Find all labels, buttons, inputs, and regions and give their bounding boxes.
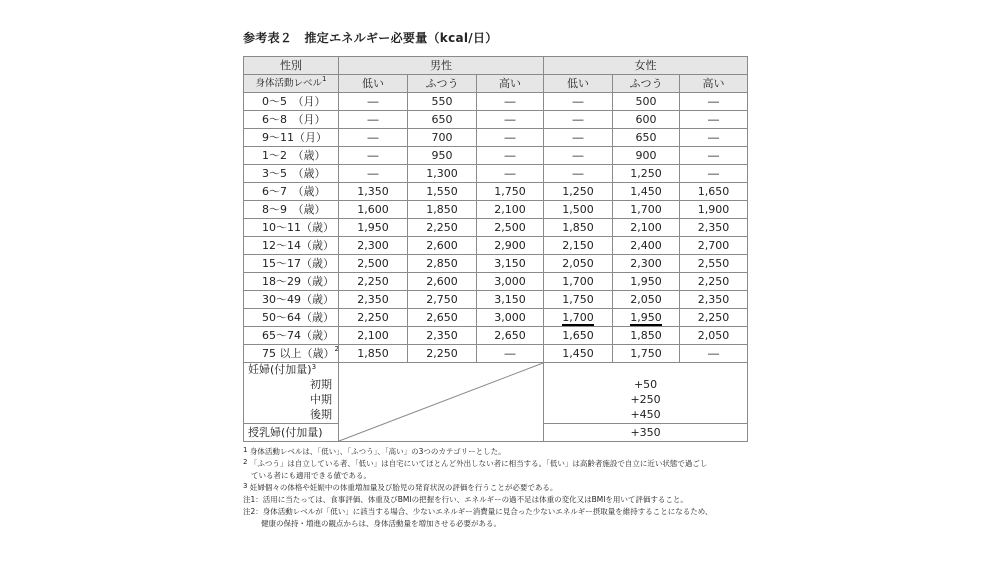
female-value-cell: 2,250	[680, 309, 748, 327]
male-value-cell: 2,500	[477, 219, 544, 237]
female-value-cell: 900	[613, 147, 680, 165]
caution-2-cont: 健康の保持・増進の観点からは、身体活動量を増加させる必要がある。	[261, 519, 501, 528]
age-group-label: 30～49（歳）	[244, 291, 339, 309]
table-row	[244, 129, 748, 147]
female-value-cell: 2,300	[613, 255, 680, 273]
male-value-cell: 650	[408, 111, 477, 129]
male-value-cell: ―	[339, 147, 408, 165]
male-value-cell: 2,600	[408, 237, 477, 255]
pregnant-label-cell: 妊婦(付加量)$^3$ 初期 中期 後期	[244, 363, 339, 424]
female-value-cell: 2,400	[613, 237, 680, 255]
male-value-cell: 2,650	[408, 309, 477, 327]
male-high-header: 高い	[477, 75, 544, 93]
female-value-cell: 1,900	[680, 201, 748, 219]
pregnant-early-value: +50	[633, 378, 658, 391]
pregnant-row	[244, 363, 748, 424]
female-value-cell: ―	[680, 345, 748, 363]
pregnant-label: 妊婦(付加量)	[248, 363, 312, 376]
table-row	[244, 345, 748, 363]
age-rows	[244, 93, 748, 363]
female-value-cell: 1,850	[613, 327, 680, 345]
male-value-cell: 3,000	[477, 309, 544, 327]
female-value-cell: 2,050	[680, 327, 748, 345]
diagonal-line	[339, 363, 543, 441]
pregnant-late-value: +450	[630, 408, 661, 421]
female-value-cell: 1,700	[544, 309, 613, 327]
male-value-cell: 2,650	[477, 327, 544, 345]
age-group-label: 6～8 （月）	[244, 111, 339, 129]
age-group-label: 15～17（歳）	[244, 255, 339, 273]
table-row	[244, 255, 748, 273]
male-value-cell: 1,950	[339, 219, 408, 237]
male-value-cell: 1,600	[339, 201, 408, 219]
female-value-cell: 2,050	[544, 255, 613, 273]
male-value-cell: 2,250	[339, 273, 408, 291]
female-low-header: 低い	[544, 75, 613, 93]
female-value-cell: 1,250	[544, 183, 613, 201]
header-row-sex	[244, 57, 748, 75]
table-row	[244, 237, 748, 255]
female-header: 女性	[544, 57, 748, 75]
female-value-cell: 1,650	[680, 183, 748, 201]
male-value-cell: 2,500	[339, 255, 408, 273]
female-value-cell: 2,550	[680, 255, 748, 273]
female-value-cell: ―	[544, 111, 613, 129]
female-value-cell: 1,700	[544, 273, 613, 291]
female-value-cell: 1,250	[613, 165, 680, 183]
table-row	[244, 201, 748, 219]
footnote-1: $^1$ 身体活動レベルは、「低い」、「ふつう」、「高い」の3つのカテゴリーとした。	[243, 446, 506, 456]
table-row	[244, 291, 748, 309]
female-value-cell: ―	[680, 111, 748, 129]
male-value-cell: 1,300	[408, 165, 477, 183]
table-row	[244, 147, 748, 165]
age-group-label: 6～7 （歳）	[244, 183, 339, 201]
male-value-cell: ―	[477, 111, 544, 129]
pregnant-mid-value: +250	[630, 393, 661, 406]
caution-2: 注2：身体活動レベルが「低い」に該当する場合、少ないエネルギー消費量に見合った少ないエネルギー摂取量を維持することになるため、	[243, 507, 713, 516]
female-value-cell: ―	[680, 147, 748, 165]
female-value-cell: 2,050	[613, 291, 680, 309]
energy-requirement-table	[243, 56, 748, 442]
activity-level-header: 身体活動レベル$^1$	[244, 75, 339, 93]
male-value-cell: 700	[408, 129, 477, 147]
female-value-cell: ―	[544, 147, 613, 165]
age-group-label: 12～14（歳）	[244, 237, 339, 255]
male-value-cell: ―	[477, 165, 544, 183]
age-group-label: 9～11（月）	[244, 129, 339, 147]
female-value-cell: 1,950	[613, 273, 680, 291]
footnote-2-cont: ている者にも適用できる値である。	[251, 471, 371, 480]
age-group-label: 1～2 （歳）	[244, 147, 339, 165]
female-value-cell: 1,650	[544, 327, 613, 345]
female-value-cell: 1,850	[544, 219, 613, 237]
female-value-cell: 2,150	[544, 237, 613, 255]
female-value-cell: 600	[613, 111, 680, 129]
female-value-cell: ―	[544, 129, 613, 147]
female-value-cell: ―	[544, 165, 613, 183]
male-value-cell: 2,100	[477, 201, 544, 219]
male-value-cell: ―	[477, 147, 544, 165]
female-value-cell: 1,950	[613, 309, 680, 327]
male-normal-header: ふつう	[408, 75, 477, 93]
age-group-label: 50～64（歳）	[244, 309, 339, 327]
table-row	[244, 273, 748, 291]
female-value-cell: 650	[613, 129, 680, 147]
male-value-cell: 3,150	[477, 291, 544, 309]
table-row	[244, 309, 748, 327]
female-value-cell: ―	[544, 93, 613, 111]
document	[243, 30, 763, 530]
female-value-cell: 2,100	[613, 219, 680, 237]
male-value-cell: 1,350	[339, 183, 408, 201]
male-header: 男性	[339, 57, 544, 75]
female-high-header: 高い	[680, 75, 748, 93]
male-value-cell: 1,850	[408, 201, 477, 219]
table-row	[244, 327, 748, 345]
age-group-label: 0～5 （月）	[244, 93, 339, 111]
female-value-cell: 1,750	[544, 291, 613, 309]
male-value-cell: 2,100	[339, 327, 408, 345]
table-row	[244, 183, 748, 201]
male-value-cell: 1,850	[339, 345, 408, 363]
male-value-cell: ―	[477, 345, 544, 363]
age-group-label: 65～74（歳）	[244, 327, 339, 345]
female-value-cell: 500	[613, 93, 680, 111]
male-value-cell: 1,750	[477, 183, 544, 201]
age-group-label: 10～11（歳）	[244, 219, 339, 237]
female-value-cell: 2,700	[680, 237, 748, 255]
male-low-header: 低い	[339, 75, 408, 93]
female-value-cell: 1,500	[544, 201, 613, 219]
female-normal-header: ふつう	[613, 75, 680, 93]
footnote-2: $^2$ 「ふつう」は自立している者、「低い」は自宅にいてほとんど外出しない者に相当する。「低い」は高齢者施設で自立に近い状態で過ごし	[243, 458, 708, 468]
female-value-cell: ―	[680, 129, 748, 147]
male-value-cell: ―	[477, 93, 544, 111]
table-row	[244, 219, 748, 237]
pregnant-mid-label: 中期	[310, 393, 332, 406]
male-value-cell: 950	[408, 147, 477, 165]
female-value-cell: 2,350	[680, 291, 748, 309]
female-value-cell: 1,450	[613, 183, 680, 201]
sex-header: 性別	[244, 57, 339, 75]
female-value-cell: 2,350	[680, 219, 748, 237]
lactating-value: +350	[544, 424, 748, 442]
header-row-activity	[244, 75, 748, 93]
male-value-cell: ―	[339, 93, 408, 111]
male-value-cell: 2,300	[339, 237, 408, 255]
caution-1: 注1：活用に当たっては、食事評価、体重及びBMIの把握を行い、エネルギーの過不足は体重の変化又はBMIを用いて評価すること。	[243, 495, 688, 504]
female-value-cell: 1,700	[613, 201, 680, 219]
male-value-cell: 2,900	[477, 237, 544, 255]
female-value-cell: ―	[680, 93, 748, 111]
male-value-cell: 3,000	[477, 273, 544, 291]
female-value-cell: ―	[680, 165, 748, 183]
male-value-cell: 3,150	[477, 255, 544, 273]
footnotes	[243, 446, 763, 530]
table-row	[244, 165, 748, 183]
table-row	[244, 93, 748, 111]
male-value-cell: 2,750	[408, 291, 477, 309]
male-value-cell: 2,850	[408, 255, 477, 273]
age-group-label: 8～9 （歳）	[244, 201, 339, 219]
male-value-cell: 2,600	[408, 273, 477, 291]
lactating-label: 授乳婦(付加量)	[244, 424, 339, 442]
pregnant-values-cell	[544, 363, 748, 424]
male-value-cell: 2,250	[339, 309, 408, 327]
age-group-label: 75 以上（歳）$^2$	[244, 345, 339, 363]
male-value-cell: 1,550	[408, 183, 477, 201]
table-row	[244, 111, 748, 129]
age-group-label: 3～5 （歳）	[244, 165, 339, 183]
female-value-cell: 1,450	[544, 345, 613, 363]
age-group-label: 18～29（歳）	[244, 273, 339, 291]
female-value-cell: 1,750	[613, 345, 680, 363]
pregnant-late-label: 後期	[310, 408, 332, 421]
male-value-cell: 2,250	[408, 345, 477, 363]
male-value-cell: 2,350	[339, 291, 408, 309]
female-value-cell: 2,250	[680, 273, 748, 291]
table-title: 参考表２ 推定エネルギー必要量（kcal/日）	[243, 31, 498, 45]
footnote-3: $^3$ 妊婦個々の体格や妊娠中の体重増加量及び胎児の発育状況の評価を行うことが必要である。	[243, 482, 558, 492]
not-applicable-diagonal	[339, 363, 544, 442]
male-value-cell: 550	[408, 93, 477, 111]
male-value-cell: 2,350	[408, 327, 477, 345]
male-value-cell: ―	[339, 129, 408, 147]
male-value-cell: ―	[339, 165, 408, 183]
pregnant-early-label: 初期	[310, 378, 332, 391]
male-value-cell: ―	[477, 129, 544, 147]
male-value-cell: 2,250	[408, 219, 477, 237]
male-value-cell: ―	[339, 111, 408, 129]
